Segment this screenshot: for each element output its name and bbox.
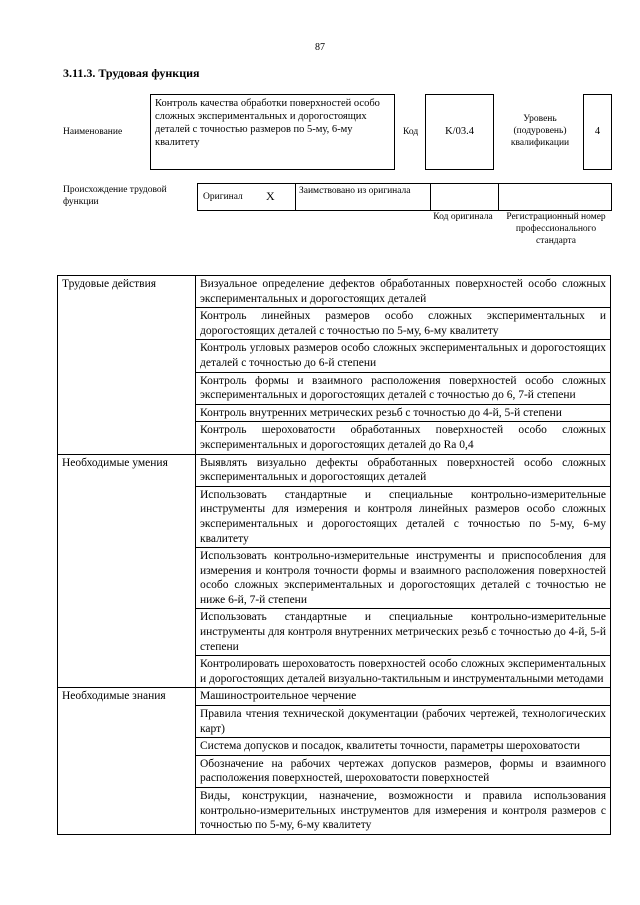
origin-divider-1 — [295, 184, 296, 210]
table-row — [58, 656, 611, 688]
table-row — [58, 486, 611, 547]
table-row — [58, 340, 611, 372]
origin-divider-3 — [498, 184, 499, 210]
table-cell-item: Виды, конструкции, назначение, возможности и правила использования контрольно-измерительных инструментов для измерения и контроля размеров с точностью по 5-му, 6-му квалитету — [196, 788, 611, 835]
table-cell-item: Контроль формы и взаимного расположения поверхностей особо сложных экспериментальных и дорогостоящих деталей с точностью до 6, 7-й степени — [196, 372, 611, 404]
group-title: Необходимые умения — [58, 454, 196, 486]
group-title-spacer — [58, 755, 196, 787]
group-title-spacer — [58, 656, 196, 688]
table-cell-item: Использовать контрольно-измерительные инструменты и приспособления для измерения и контроля точности формы и взаимного расположения поверхностей особо сложных экспериментальных и дорогостоящих деталей с точностью не ниже 6-й, 7-й степени — [196, 548, 611, 609]
origin-box — [197, 183, 612, 211]
table-row — [58, 308, 611, 340]
borrowed-label: Заимствовано из оригинала — [299, 186, 411, 196]
table-row — [58, 609, 611, 656]
group-title-spacer — [58, 422, 196, 454]
table-cell-item: Контроль внутренних метрических резьб с точностью до 4-й, 5-й степени — [196, 404, 611, 422]
table-row — [58, 276, 611, 308]
group-title-spacer — [58, 609, 196, 656]
group-title: Трудовые действия — [58, 276, 196, 308]
group-title-spacer — [58, 548, 196, 609]
table-cell-item: Правила чтения технической документации (рабочих чертежей, технологических карт) — [196, 706, 611, 738]
level-label: Уровень (подуровень) квалификации — [510, 114, 570, 148]
table-row — [58, 738, 611, 756]
table-row — [58, 788, 611, 835]
table-cell-item: Контроль линейных размеров особо сложных экспериментальных и дорогостоящих деталей с точностью по 5-му, 6-му квалитету — [196, 308, 611, 340]
table-row — [58, 548, 611, 609]
table-cell-item: Машиностроительное черчение — [196, 688, 611, 706]
table-cell-item: Выявлять визуально дефекты обработанных поверхностей особо сложных экспериментальных и дорогостоящих деталей — [196, 454, 611, 486]
regnum-caption: Регистрационный номер профессионального стандарта — [506, 212, 606, 246]
table-row — [58, 755, 611, 787]
original-mark: X — [266, 189, 275, 203]
table-cell-item: Система допусков и посадок, квалитеты точности, параметры шероховатости — [196, 738, 611, 756]
function-details-table — [57, 275, 611, 835]
original-label: Оригинал — [203, 192, 243, 202]
table-row — [58, 706, 611, 738]
group-title-spacer — [58, 788, 196, 835]
table-row — [58, 404, 611, 422]
function-name: Контроль качества обработки поверхностей особо сложных экспериментальных и дорогостоящих деталей с точностью размеров по 5-му, 6-му квалитету — [150, 94, 395, 170]
group-title: Необходимые знания — [58, 688, 196, 706]
section-title: 3.11.3. Трудовая функция — [63, 66, 200, 80]
table-cell-item: Контроль шероховатости обработанных поверхностей особо сложных экспериментальных и дорогостоящих деталей до Ra 0,4 — [196, 422, 611, 454]
page-number: 87 — [315, 42, 325, 53]
group-title-spacer — [58, 706, 196, 738]
group-title-spacer — [58, 340, 196, 372]
table-row — [58, 372, 611, 404]
table-row — [58, 688, 611, 706]
table-cell-item: Контроль угловых размеров особо сложных экспериментальных и дорогостоящих деталей с точностью до 6-й степени — [196, 340, 611, 372]
group-title-spacer — [58, 372, 196, 404]
group-title-spacer — [58, 308, 196, 340]
code-value: K/03.4 — [425, 94, 494, 170]
origin-divider-2 — [430, 184, 431, 210]
code-caption: Код оригинала — [433, 212, 493, 222]
table-row — [58, 422, 611, 454]
group-title-spacer — [58, 486, 196, 547]
table-row — [58, 454, 611, 486]
origin-label: Происхождение трудовой функции — [63, 185, 167, 207]
group-title-spacer — [58, 738, 196, 756]
name-label: Наименование — [63, 127, 123, 137]
table-cell-item: Обозначение на рабочих чертежах допусков размеров, формы и взаимного расположения поверхностей, шероховатости поверхностей — [196, 755, 611, 787]
level-value: 4 — [583, 94, 612, 170]
table-cell-item: Визуальное определение дефектов обработанных поверхностей особо сложных экспериментальных и дорогостоящих деталей — [196, 276, 611, 308]
table-cell-item: Контролировать шероховатость поверхностей особо сложных экспериментальных и дорогостоящих деталей визуально-тактильным и инструментальными методами — [196, 656, 611, 688]
table-cell-item: Использовать стандартные и специальные контрольно-измерительные инструменты для контроля внутренних метрических резьб с точностью до 4-й, 5-й степени — [196, 609, 611, 656]
code-label: Код — [403, 127, 419, 137]
group-title-spacer — [58, 404, 196, 422]
table-cell-item: Использовать стандартные и специальные контрольно-измерительные инструменты для измерения и контроля линейных размеров особо сложных экспериментальных и дорогостоящих деталей с точностью по 5-му, 6-му квалитету — [196, 486, 611, 547]
